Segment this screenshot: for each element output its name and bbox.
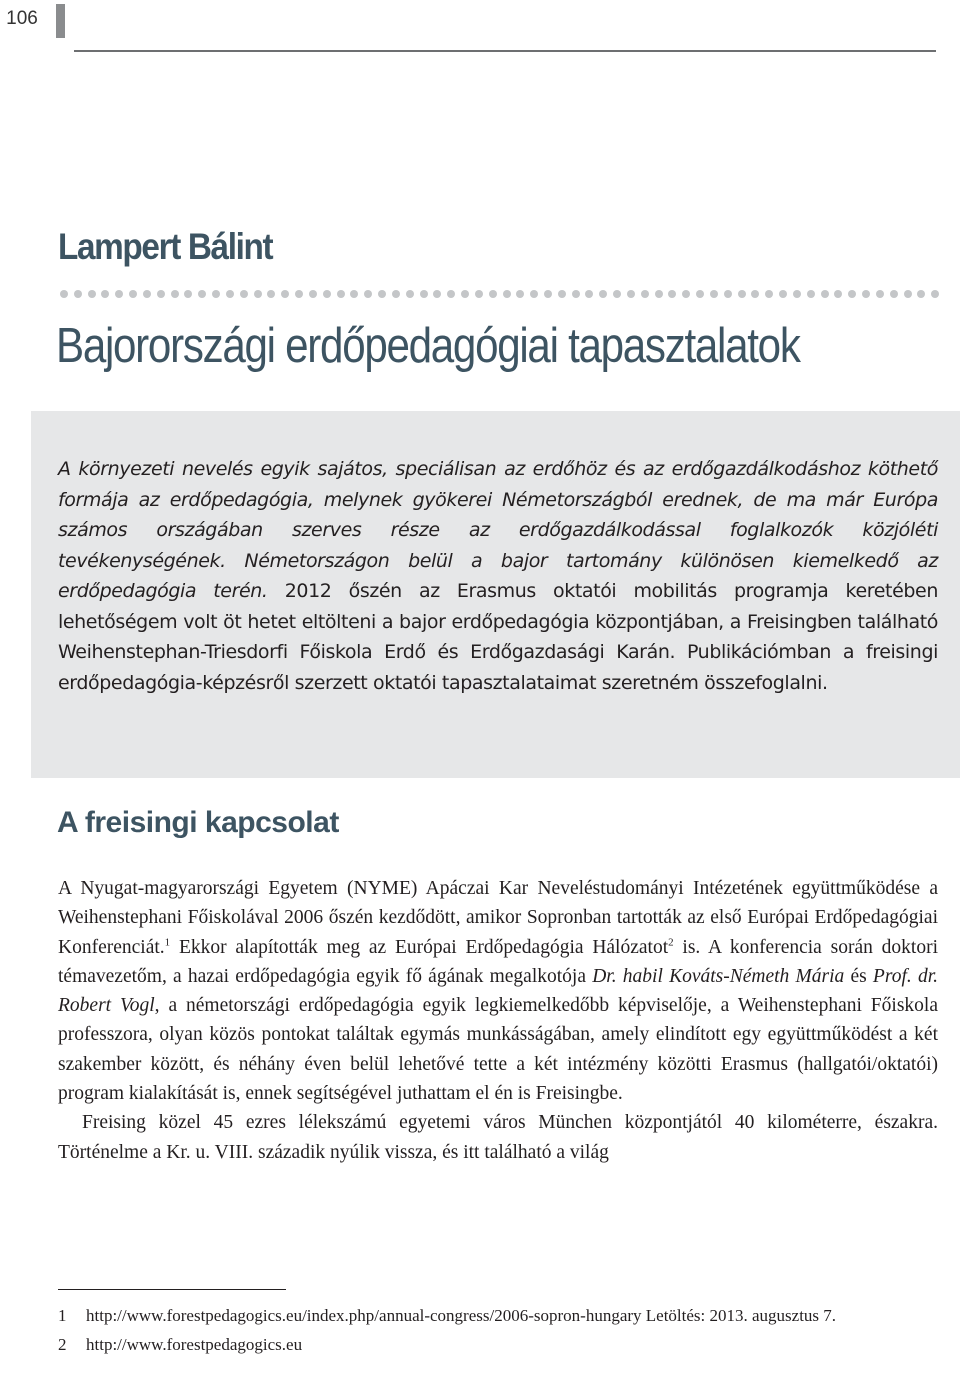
divider-dot <box>101 290 109 298</box>
divider-dot <box>682 290 690 298</box>
divider-dot <box>503 290 511 298</box>
abstract-italic-text: A környezeti nevelés egyik sajátos, speciálisan az erdőhöz és az erdőgazdálkodáshoz köthető formája az erdőpedagógia, melynek gyökerei Németországból erednek, de ma már Európa számos országában szerves része az erdőgazdálkodással foglalkozók közjóléti tevékenységének. Németországon belül a bajor tartomány különösen kiemelkedő az erdőpedagógia terén. <box>58 458 938 602</box>
divider-dot <box>378 290 386 298</box>
divider-dot <box>848 290 856 298</box>
divider-dot <box>60 290 68 298</box>
divider-dot <box>184 290 192 298</box>
divider-dot <box>461 290 469 298</box>
divider-dot <box>751 290 759 298</box>
divider-dot <box>212 290 220 298</box>
divider-dot <box>516 290 524 298</box>
divider-dot <box>447 290 455 298</box>
footnote-2 <box>58 1332 938 1357</box>
footnote-number: 2 <box>58 1335 67 1354</box>
header-rule <box>74 50 936 52</box>
divider-dot <box>323 290 331 298</box>
abstract <box>58 454 938 698</box>
footnote-rule <box>58 1289 286 1290</box>
divider-dot <box>627 290 635 298</box>
divider-dot <box>281 290 289 298</box>
divider-dot <box>489 290 497 298</box>
paragraph-2: Freising közel 45 ezres lélekszámú egyetemi város München központjától 40 kilométerre, északra. Történelme a Kr. u. VIII. századik nyúlik vissza, és itt található a világ <box>58 1112 938 1163</box>
divider-dot <box>115 290 123 298</box>
divider-dot <box>572 290 580 298</box>
section-heading: A freisingi kapcsolat <box>57 806 339 839</box>
paragraph-1-part-3: is. A konferencia során doktori témavezetőm, a hazai erdőpedagógia egyik fő ágának megalkotója <box>58 936 938 987</box>
divider-dot <box>821 290 829 298</box>
divider-dot <box>558 290 566 298</box>
divider-dot <box>668 290 676 298</box>
divider-dot <box>254 290 262 298</box>
footnotes <box>58 1303 938 1361</box>
divider-dot <box>129 290 137 298</box>
divider-dot <box>917 290 925 298</box>
body-text <box>58 874 938 1167</box>
divider-dot <box>337 290 345 298</box>
footnote-text: http://www.forestpedagogics.eu/index.php/annual-congress/2006-sopron-hungary Letöltés: 2013. augusztus 7. <box>86 1306 837 1325</box>
divider-dot <box>420 290 428 298</box>
divider-dot <box>267 290 275 298</box>
divider-dot <box>74 290 82 298</box>
divider-dot <box>862 290 870 298</box>
footnote-text: http://www.forestpedagogics.eu <box>86 1335 303 1354</box>
article-title: Bajorországi erdőpedagógiai tapasztalatok <box>56 319 800 373</box>
divider-dot <box>392 290 400 298</box>
divider-dot <box>793 290 801 298</box>
divider-dot <box>807 290 815 298</box>
paragraph-1-part-4: és <box>844 965 873 987</box>
divider-dot <box>710 290 718 298</box>
divider-dot <box>890 290 898 298</box>
divider-dot <box>834 290 842 298</box>
divider-dot <box>544 290 552 298</box>
footnote-1 <box>58 1303 938 1328</box>
divider-dot <box>475 290 483 298</box>
footnote-ref-1: 1 <box>164 936 171 949</box>
divider-dot <box>364 290 372 298</box>
abstract-regular-text: 2012 őszén az Erasmus oktatói mobilitás programja keretében lehetőségem volt öt hetet eltölteni a bajor erdőpedagógia központjában, a Freisingben található Weihenstephan-Triesdorfi Főiskola Erdő és Erdőgazdasági Karán. Publikációmban a freisingi erdőpedagógia-képzésről szerzett oktatói tapasztalataimat szeretném összefoglalni. <box>58 580 938 694</box>
divider-dot <box>696 290 704 298</box>
divider-dot <box>779 290 787 298</box>
footnote-ref-2: 2 <box>668 936 674 949</box>
paragraph-1-part-2: Ekkor alapították meg az Európai Erdőpedagógia Hálózatot <box>170 936 669 958</box>
divider-dot <box>530 290 538 298</box>
paragraph-1-part-1: A Nyugat-magyarországi Egyetem (NYME) Apáczai Kar Neveléstudományi Intézetének együttműködése a Weihenstephani Főiskolával 2006 őszén kezdődött, amikor Sopronban tartották az első Európai Erdőpedagógiai Konferenciát. <box>58 878 938 958</box>
divider-dot <box>904 290 912 298</box>
divider-dot <box>171 290 179 298</box>
author-name: Lampert Bálint <box>58 226 273 267</box>
header-bar <box>56 4 65 38</box>
divider-dot <box>295 290 303 298</box>
divider-dot <box>433 290 441 298</box>
divider-dot <box>738 290 746 298</box>
divider-dot <box>724 290 732 298</box>
divider-dot <box>876 290 884 298</box>
divider-dot <box>641 290 649 298</box>
divider-dot <box>585 290 593 298</box>
divider-dot <box>226 290 234 298</box>
divider-dot <box>613 290 621 298</box>
divider-dot <box>655 290 663 298</box>
divider-dot <box>157 290 165 298</box>
divider-dot <box>406 290 414 298</box>
footnote-number: 1 <box>58 1306 67 1325</box>
divider-dot <box>88 290 96 298</box>
divider-dot <box>599 290 607 298</box>
divider-dot <box>765 290 773 298</box>
person-name-1: Dr. habil Kováts-Németh Mária <box>592 965 845 987</box>
page-number: 106 <box>6 8 38 29</box>
divider-dot <box>350 290 358 298</box>
paragraph-1 <box>58 874 938 1108</box>
divider-dot <box>198 290 206 298</box>
dotted-divider <box>60 290 940 300</box>
divider-dot <box>240 290 248 298</box>
divider-dot <box>143 290 151 298</box>
divider-dot <box>931 290 939 298</box>
divider-dot <box>309 290 317 298</box>
person-name-2: Prof. dr. Robert Vogl <box>58 965 938 1017</box>
paragraph-1-part-5: , a németországi erdőpedagógia egyik legkiemelkedőbb képviselője, a Weihenstephani Főiskola professzora, olyan közös pontokat találtak egymás munkásságában, amely elindított egy együttműködést a két szakember között, és néhány éven belül lehetővé tette a két intézmény közötti Erasmus (hallgatói/oktatói) program kialakítását is, ennek segítségével juthattam el én is Freisingbe. <box>58 995 938 1105</box>
